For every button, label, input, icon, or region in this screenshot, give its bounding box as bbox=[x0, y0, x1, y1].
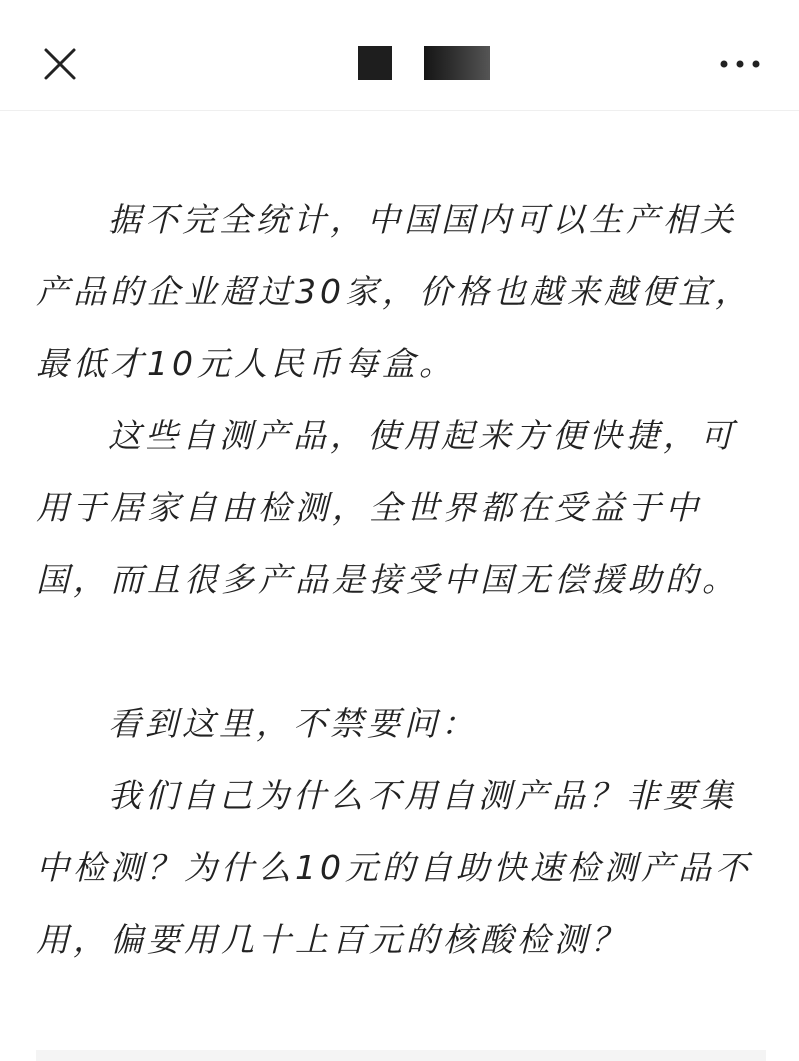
more-horizontal-icon bbox=[716, 52, 764, 76]
article-paragraph: 我们自己为什么不用自测产品？非要集中检测？为什么10元的自助快速检测产品不用，偏要用几十上百元的核酸检测？ bbox=[36, 776, 752, 959]
article-paragraph: 这些自测产品，使用起来方便快捷，可用于居家自由检测，全世界都在受益于中国，而且很多产品是接受中国无偿援助的。 bbox=[36, 416, 739, 599]
redacted-title-block bbox=[424, 46, 490, 80]
bottom-divider bbox=[36, 1050, 766, 1061]
close-icon bbox=[40, 44, 80, 84]
article-paragraph: 看到这里，不禁要问： bbox=[108, 704, 478, 743]
close-button[interactable] bbox=[40, 44, 80, 84]
more-options-button[interactable] bbox=[716, 52, 764, 76]
redacted-title-block bbox=[358, 46, 392, 80]
top-navigation-bar bbox=[0, 0, 799, 111]
article-paragraph: 据不完全统计，中国国内可以生产相关产品的企业超过30家，价格也越来越便宜，最低才10元人民币每盒。 bbox=[36, 200, 752, 383]
